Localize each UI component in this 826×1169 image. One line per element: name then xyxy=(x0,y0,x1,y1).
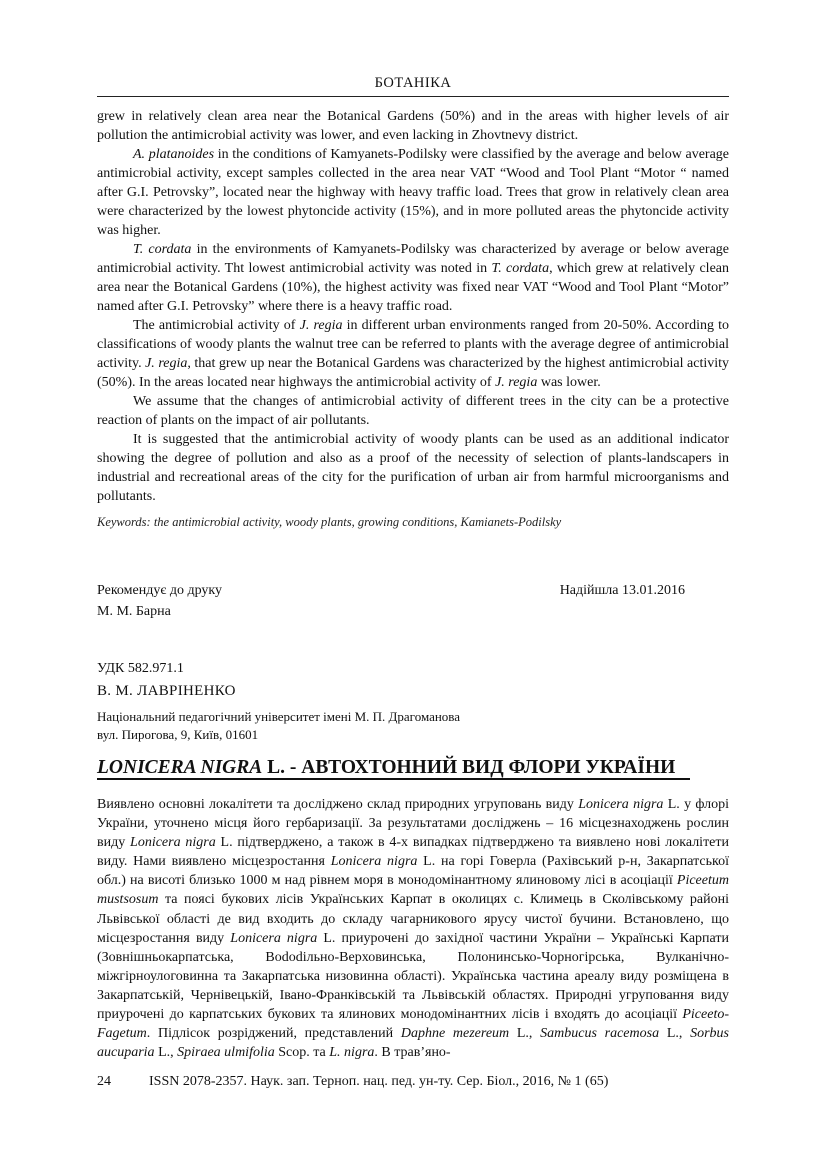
paragraph: The antimicrobial activity of J. regia in different urban environments ranged from 20-50%. According to classifications of woody plants the walnut tree can be referred to plants with the average degree of antimicrobial activity. J. regia, that grew up near the Botanical Gardens was characterized by the highest antimicrobial activity (50%). In the areas located near highways the antimicrobial activity of J. regia was lower. xyxy=(97,318,730,390)
abstract xyxy=(97,795,729,1062)
paragraph: grew in relatively clean area near the Botanical Gardens (50%) and in the areas with higher levels of air pollution the antimicrobial activity was lower, and even lacking in Zhovtnevy district. xyxy=(97,109,729,143)
paragraph: We assume that the changes of antimicrobial activity of different trees in the city can be a protective reaction of plants on the impact of air pollutants. xyxy=(97,394,729,428)
recommender-name: М. М. Барна xyxy=(97,604,171,619)
address-line: вул. Пирогова, 9, Київ, 01601 xyxy=(97,727,259,742)
article-title xyxy=(97,757,729,779)
udc-code: УДК 582.971.1 xyxy=(97,661,184,676)
title-species: LONICERA NIGRA xyxy=(97,757,263,778)
affiliation-line: Національний педагогічний університет імені М. П. Драгоманова xyxy=(97,709,461,724)
affiliation xyxy=(97,708,460,744)
journal-citation: ISSN 2078-2357. Наук. зап. Терноп. нац. пед. ун-ту. Сер. Біол., 2016, № 1 (65) xyxy=(149,1074,609,1089)
title-text: L. - АВТОХТОННИЙ ВИД ФЛОРИ УКРАЇНИ xyxy=(262,757,676,778)
paragraph: It is suggested that the antimicrobial activity of woody plants can be used as an additional indicator showing the degree of pollution and also as a proof of the necessity of selection of plants-landscapers in industrial and recreational areas of the city for the purification of urban air from harmful microorganisms and pollutants. xyxy=(97,432,729,504)
running-header: БОТАНІКА xyxy=(374,75,452,91)
species-name: J. regia xyxy=(299,318,343,333)
species-name: T. cordata xyxy=(133,242,192,257)
page-number: 24 xyxy=(97,1074,111,1089)
author-name: В. М. ЛАВРІНЕНКО xyxy=(97,683,236,699)
species-name: J. regia xyxy=(145,356,188,371)
recommendation-block xyxy=(97,580,729,622)
species-name: A. platanoides xyxy=(133,147,215,162)
keywords: Keywords: the antimicrobial activity, woody plants, growing conditions, Kamianets-Podilsky xyxy=(97,515,562,529)
paragraph: T. cordata in the environments of Kamyanets-Podilsky was characterized by average or below average antimicrobial activity. Tht lowest antimicrobial activity was noted in T. cordata, which grew at relatively clean area near the Botanical Gardens (10%), the highest activity was fixed near VAT “Wood and Tool Plant “Motor” named after G.I. Petrovsky” where there is a heavy traffic road. xyxy=(97,242,729,314)
received-date: Надійшла 13.01.2016 xyxy=(559,583,685,598)
paragraph: A. platanoides in the conditions of Kamyanets-Podilsky were classified by the average and below average antimicrobial activity, except samples collected in the area near VAT “Wood and Tool Plant “Motor “ named after G.I. Petrovsky”, located near the highway with heavy traffic load. Trees that grow in relatively clean area were characterized by the lowest phytoncide activity (15%), and in more polluted areas the phytoncide activity was higher. xyxy=(97,147,730,238)
recommend-label: Рекомендує до друку xyxy=(97,583,223,598)
species-name: T. cordata xyxy=(491,261,550,276)
english-summary xyxy=(97,107,729,506)
species-name: J. regia xyxy=(495,375,538,390)
header-rule xyxy=(97,96,729,97)
abstract-paragraph: Виявлено основні локалітети та досліджено склад природних угруповань виду Lonicera nigra L. у флорі України, уточнено місця його гербаризації. За результатами досліджень – 16 місцезнаходжень рослин виду Lonicera nigra L. підтверджено, а також в 4-х випадках підтверджено та виявлено нові локалітети виду. Нами виявлено місцезростання Lonicera nigra L. на горі Говерла (Рахівський р-н, Закарпатської обл.) на висоті близько 1000 м над рівнем моря в монодомінантному ялиновому лісі в асоціації Piceetum mustsosum та поясі букових лісів Українських Карпат в околицях с. Климець в Сколівському районі Львівської області де вид входить до складу чагарникового ярусу чистої бучини. Встановлено, що місцезростання виду Lonicera nigra L. приурочені до західної частини України – Українські Карпати (Зовнішньокарпатська, Вododільно-Верховинська, Полонинсько-Чорногірська, Вулканічно-міжгірноулоговинна та Закарпатська низовинна області). Українська частина ареалу виду розміщена в Закарпатській, Чернівецькій, Івано-Франківській та Львівській областях. Природні угруповання виду приурочені до карпатських букових та ялинових монодомінантних лісів і входять до асоціації Piceeto-Fagetum. Підлісок розріджений, представлений Daphne mezereum L., Sambucus racemosa L., Sorbus aucuparia L., Spiraea ulmifolia Scop. та L. nigra. В трав’яно- xyxy=(97,797,730,1061)
